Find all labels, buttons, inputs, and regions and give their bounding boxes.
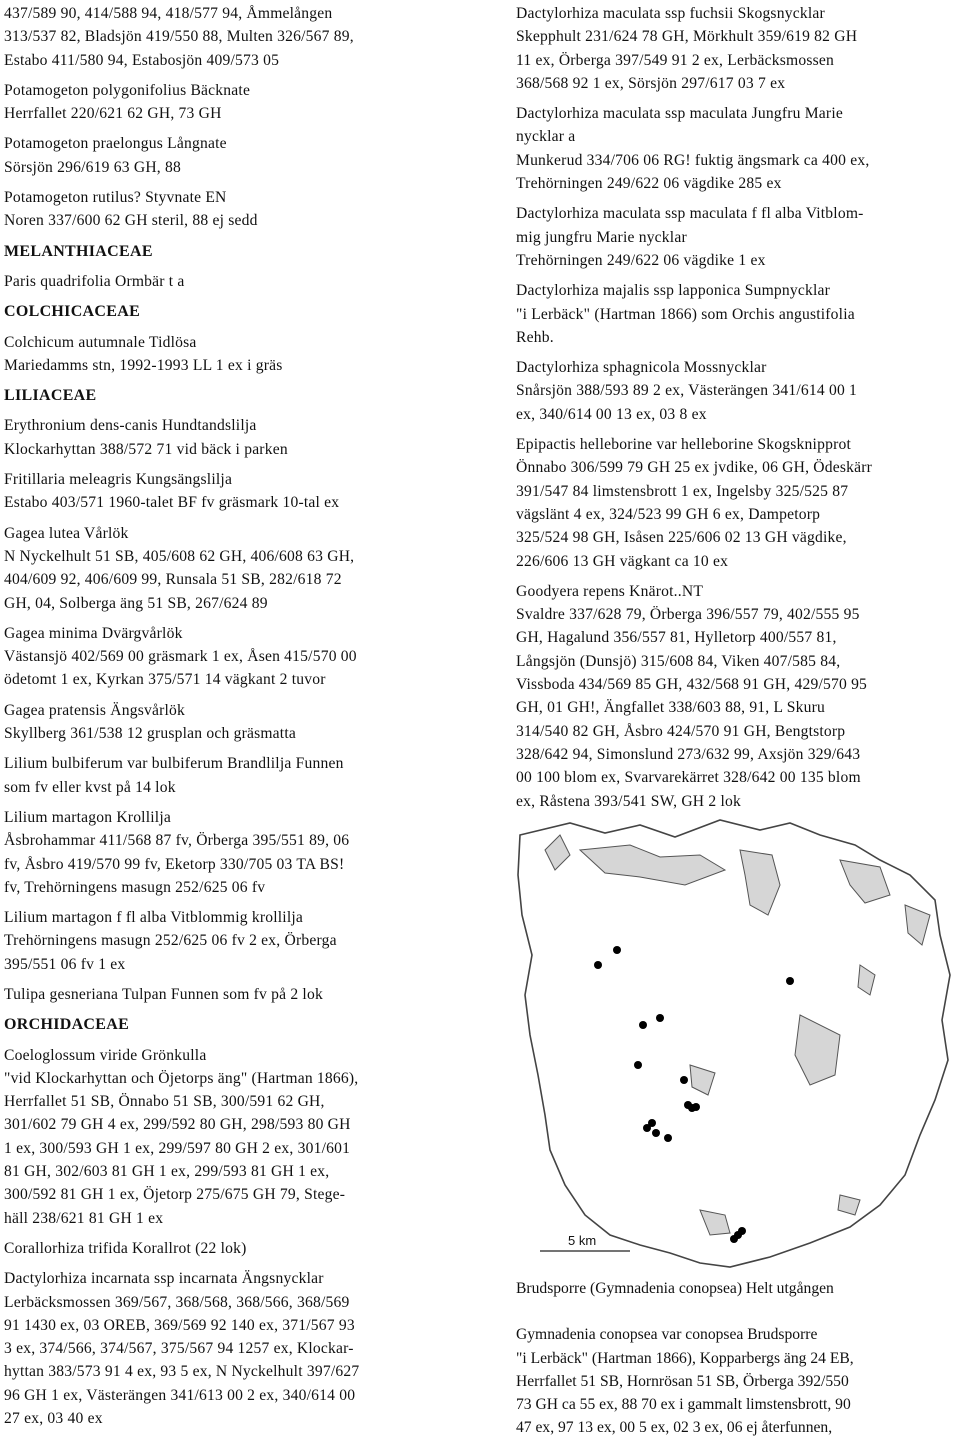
record-line: Västansjö 402/569 00 gräsmark 1 ex, Åsen 415/570 00	[4, 648, 357, 666]
record-line: Dactylorhiza maculata ssp maculata Jungfru Marie	[516, 105, 843, 123]
site-dot	[734, 1231, 742, 1239]
species-record	[4, 1237, 449, 1260]
record-line: som fv eller kvst på 14 lok	[4, 778, 176, 796]
species-record	[4, 414, 449, 461]
record-line: 1 ex, 300/593 GH 1 ex, 299/597 80 GH 2 ex, 301/601	[4, 1139, 351, 1157]
record-line: Lerbäcksmossen 369/567, 368/568, 368/566, 368/569	[4, 1293, 350, 1311]
species-record	[4, 752, 449, 799]
species-record	[4, 270, 449, 293]
record-line: 313/537 82, Bladsjön 419/550 88, Multen 326/567 89,	[4, 28, 354, 46]
scale-label: 5 km	[568, 1233, 597, 1248]
record-line: Potamogeton rutilus? Styvnate EN	[4, 189, 227, 207]
record-line: Skyllberg 361/538 12 grusplan och gräsmatta	[4, 725, 296, 743]
record-line: Dactylorhiza sphagnicola Mossnycklar	[516, 359, 767, 377]
species-record	[4, 522, 449, 615]
record-line: Dactylorhiza incarnata ssp incarnata Ängsnycklar	[4, 1270, 324, 1288]
record-line: Herrfallet 51 SB, Hornrösan 51 SB, Örberga 392/550	[516, 1372, 849, 1390]
species-record	[4, 806, 449, 899]
record-line: 81 GH, 302/603 81 GH 1 ex, 299/593 81 GH 1 ex,	[4, 1163, 330, 1181]
site-dot	[656, 1014, 664, 1022]
record-line: ödetomt 1 ex, Kyrkan 375/571 14 vägkant 2 tuvor	[4, 671, 326, 689]
record-line: GH, Hagalund 356/557 81, Hylletorp 400/557 81,	[516, 629, 837, 647]
record-line: Trehörningen 249/622 06 vägdike 1 ex	[516, 251, 766, 269]
species-record	[4, 468, 449, 515]
record-line: 27 ex, 03 40 ex	[4, 1410, 103, 1428]
record-line: 00 100 blom ex, Svarvarekärret 328/642 00 135 blom	[516, 769, 861, 787]
record-line: Lilium martagon Krollilja	[4, 808, 171, 826]
record-line: 328/642 94, Simonslund 273/632 99, Axsjön 329/643	[516, 745, 861, 763]
species-record	[516, 202, 956, 272]
gymnadenia-record	[516, 1323, 956, 1439]
record-line: Dactylorhiza maculata ssp fuchsii Skogsnycklar	[516, 5, 825, 22]
record-line: 391/547 84 limstensbrott 1 ex, Ingelsby 325/525 87	[516, 482, 849, 500]
record-line: mig jungfru Marie nycklar	[516, 228, 687, 246]
species-record	[4, 2, 449, 72]
record-line: Gagea minima Dvärgvårlök	[4, 624, 183, 642]
record-line: Gagea pratensis Ängsvårlök	[4, 701, 186, 719]
record-line: Gymnadenia conopsea var conopsea Brudsporre	[516, 1326, 818, 1344]
family-heading: LILIACEAE	[4, 387, 97, 405]
record-line: Colchicum autumnale Tidlösa	[4, 333, 197, 351]
map-caption: Brudsporre (Gymnadenia conopsea) Helt utgången	[516, 1280, 834, 1297]
species-record	[4, 622, 449, 692]
record-line: fv, Trehörningens masugn 252/625 06 fv	[4, 878, 266, 896]
record-line: "i Lerbäck" (Hartman 1866) som Orchis angustifolia	[516, 305, 855, 323]
site-dot	[652, 1129, 660, 1137]
record-line: Rehb.	[516, 328, 554, 346]
record-line: Mariedamms stn, 1992-1993 LL 1 ex i gräs	[4, 356, 283, 374]
species-record	[516, 2, 956, 95]
record-line: Corallorhiza trifida Korallrot (22 lok)	[4, 1239, 247, 1257]
record-line: 395/551 06 fv 1 ex	[4, 955, 126, 973]
record-line: Vissboda 434/569 85 GH, 432/568 91 GH, 429/570 95	[516, 676, 868, 694]
site-dot	[692, 1103, 700, 1111]
record-line: 226/606 13 GH vägkant ca 10 ex	[516, 552, 729, 570]
family-heading: COLCHICACEAE	[4, 303, 141, 321]
site-dot	[613, 946, 621, 954]
record-line: Klockarhyttan 388/572 71 vid bäck i parken	[4, 440, 288, 458]
record-line: GH, 04, Solberga äng 51 SB, 267/624 89	[4, 594, 268, 612]
record-line: hyttan 383/573 91 4 ex, 93 5 ex, N Nyckelhult 397/627	[4, 1363, 360, 1381]
species-record	[4, 699, 449, 746]
record-line: Tulipa gesneriana Tulpan Funnen som fv på 2 lok	[4, 985, 323, 1003]
right-bottom-column	[516, 1277, 956, 1447]
record-line: Åsbrohammar 411/568 87 fv, Örberga 395/551 89, 06	[4, 832, 350, 850]
species-record	[4, 1267, 449, 1430]
species-record	[4, 79, 449, 126]
species-record	[4, 906, 449, 976]
record-line: Erythronium dens-canis Hundtandslilja	[4, 417, 257, 435]
record-line: 368/568 92 1 ex, Sörsjön 297/617 03 7 ex	[516, 74, 786, 92]
record-line: Svaldre 337/628 79, Örberga 396/557 79, 402/555 95	[516, 606, 860, 624]
site-dot	[680, 1076, 688, 1084]
record-line: Paris quadrifolia Ormbär t a	[4, 272, 185, 290]
record-line: Potamogeton praelongus Långnate	[4, 135, 227, 153]
record-line: 73 GH ca 55 ex, 88 70 ex i gammalt limstensbrott, 90	[516, 1396, 851, 1414]
record-line: GH, 01 GH!, Ängfallet 338/603 88, 91, L Skuru	[516, 699, 826, 717]
record-line: Lilium bulbiferum var bulbiferum Brandlilja Funnen	[4, 755, 344, 773]
record-line: Noren 337/600 62 GH steril, 88 ej sedd	[4, 212, 258, 230]
record-line: 47 ex, 97 13 ex, 00 5 ex, 02 3 ex, 06 ej återfunnen,	[516, 1419, 833, 1437]
record-line: N Nyckelhult 51 SB, 405/608 62 GH, 406/608 63 GH,	[4, 547, 355, 565]
record-line: 96 GH 1 ex, Västerängen 341/613 00 2 ex, 340/614 00	[4, 1386, 356, 1404]
record-line: Potamogeton polygonifolius Bäcknate	[4, 81, 251, 99]
species-record	[516, 279, 956, 349]
record-line: Estabo 403/571 1960-talet BF fv gräsmark 10-tal ex	[4, 494, 340, 512]
record-line: 3 ex, 374/566, 374/567, 375/567 94 1257 ex, Klockar-	[4, 1340, 354, 1358]
record-line: ex, 340/614 00 13 ex, 03 8 ex	[516, 405, 707, 423]
family-heading: MELANTHIACEAE	[4, 242, 153, 260]
record-line: 404/609 92, 406/609 99, Runsala 51 SB, 282/618 72	[4, 571, 342, 589]
species-record	[516, 102, 956, 195]
left-column	[4, 2, 449, 1437]
record-line: Munkerud 334/706 06 RG! fuktig ängsmark ca 400 ex,	[516, 151, 870, 169]
record-line: Snårsjön 388/593 89 2 ex, Västerängen 341/614 00 1	[516, 382, 858, 400]
record-line: ex, Råstena 393/541 SW, GH 2 lok	[516, 792, 741, 810]
species-record	[4, 1044, 449, 1230]
record-line: "i Lerbäck" (Hartman 1866), Kopparbergs äng 24 EB,	[516, 1349, 854, 1367]
record-line: Dactylorhiza maculata ssp maculata f fl alba Vitblom-	[516, 205, 864, 223]
record-line: Önnabo 306/599 79 GH 25 ex jvdike, 06 GH, Ödeskärr	[516, 459, 873, 477]
record-line: 314/540 82 GH, Åsbro 424/570 91 GH, Bengtstorp	[516, 722, 846, 740]
record-line: nycklar a	[516, 128, 576, 146]
record-line: Estabo 411/580 94, Estabosjön 409/573 05	[4, 51, 280, 69]
record-line: fv, Åsbro 419/570 99 fv, Eketorp 330/705 03 TA BS!	[4, 855, 345, 873]
record-line: häll 238/621 81 GH 1 ex	[4, 1209, 164, 1227]
distribution-map	[510, 815, 956, 1277]
site-dot	[639, 1021, 647, 1029]
right-column	[516, 2, 956, 820]
site-dot	[786, 977, 794, 985]
site-dot	[634, 1061, 642, 1069]
species-record	[4, 331, 449, 378]
record-line: vägslänt 4 ex, 324/523 99 GH 6 ex, Dampetorp	[516, 505, 821, 523]
record-line: Herrfallet 51 SB, Önnabo 51 SB, 300/591 62 GH,	[4, 1093, 325, 1111]
record-line: Herrfallet 220/621 62 GH, 73 GH	[4, 105, 222, 123]
record-line: Sörsjön 296/619 63 GH, 88	[4, 158, 181, 176]
site-dot	[594, 961, 602, 969]
site-dot	[643, 1124, 651, 1132]
record-line: Coeloglossum viride Grönkulla	[4, 1046, 207, 1064]
record-line: Skepphult 231/624 78 GH, Mörkhult 359/619 82 GH	[516, 28, 858, 46]
record-line: "vid Klockarhyttan och Öjetorps äng" (Hartman 1866),	[4, 1069, 359, 1087]
site-dot	[664, 1134, 672, 1142]
record-line: Gagea lutea Vårlök	[4, 524, 129, 542]
species-record	[4, 186, 449, 233]
record-line: Trehörningens masugn 252/625 06 fv 2 ex, Örberga	[4, 932, 337, 950]
record-line: 437/589 90, 414/588 94, 418/577 94, Åmmelången	[4, 5, 333, 22]
record-line: 300/592 81 GH 1 ex, Öjetorp 275/675 GH 79, Stege-	[4, 1186, 346, 1204]
record-line: Lilium martagon f fl alba Vitblommig krollilja	[4, 909, 304, 927]
family-heading: ORCHIDACEAE	[4, 1016, 130, 1034]
record-line: Goodyera repens Knärot..NT	[516, 582, 704, 600]
record-line: 325/524 98 GH, Isåsen 225/606 02 13 GH vägdike,	[516, 529, 847, 547]
species-record	[516, 580, 956, 813]
record-line: Långsjön (Dunsjö) 315/608 84, Viken 407/585 84,	[516, 652, 841, 670]
record-line: 11 ex, Örberga 397/549 91 2 ex, Lerbäcksmossen	[516, 51, 834, 69]
species-record	[516, 433, 956, 573]
record-line: Epipactis helleborine var helleborine Skogsknipprot	[516, 436, 851, 454]
record-line: Trehörningen 249/622 06 vägdike 285 ex	[516, 175, 782, 193]
record-line: 91 1430 ex, 03 OREB, 369/569 92 140 ex, 371/567 93	[4, 1316, 355, 1334]
species-record	[516, 356, 956, 426]
record-line: Dactylorhiza majalis ssp lapponica Sumpnycklar	[516, 282, 831, 300]
record-line: 301/602 79 GH 4 ex, 299/592 80 GH, 298/593 80 GH	[4, 1116, 351, 1134]
species-record	[4, 132, 449, 179]
record-line: Fritillaria meleagris Kungsängslilja	[4, 471, 233, 489]
species-record	[4, 983, 449, 1006]
